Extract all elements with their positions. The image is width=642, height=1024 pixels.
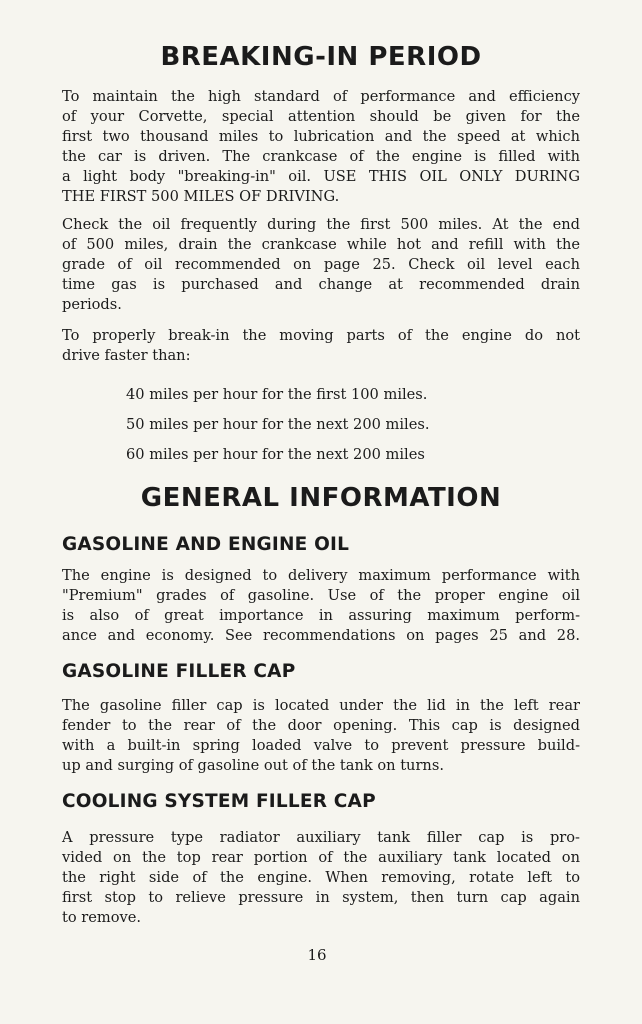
text-line: ance and economy. See recommendations on pages 25 and 28.	[62, 627, 580, 644]
text-line: the car is driven. The crankcase of the engine is filled with	[62, 148, 580, 165]
breaking-in-paragraph-3	[62, 326, 580, 366]
text-line: Check the oil frequently during the first 500 miles. At the end	[62, 216, 580, 233]
breaking-in-paragraph-2	[62, 215, 580, 315]
subheading-gasoline-oil: GASOLINE AND ENGINE OIL	[62, 534, 350, 555]
text-line: The gasoline filler cap is located under the lid in the left rear	[62, 697, 580, 714]
subheading-cooling-cap: COOLING SYSTEM FILLER CAP	[62, 791, 376, 812]
text-line: of 500 miles, drain the crankcase while hot and refill with the	[62, 236, 580, 253]
text-line: THE FIRST 500 MILES OF DRIVING.	[62, 188, 340, 205]
text-line: The engine is designed to delivery maximum performance with	[62, 567, 580, 584]
text-line: is also of great importance in assuring maximum perform-	[62, 607, 580, 624]
filler-cap-paragraph	[62, 696, 580, 776]
text-line: "Premium" grades of gasoline. Use of the proper engine oil	[62, 587, 580, 604]
text-line: To maintain the high standard of performance and efficiency	[62, 88, 580, 105]
text-line: to remove.	[62, 909, 142, 926]
breaking-in-paragraph-1	[62, 87, 580, 207]
text-line: drive faster than:	[62, 347, 191, 364]
subheading-filler-cap: GASOLINE FILLER CAP	[62, 661, 296, 682]
text-line: of your Corvette, special attention should be given for the	[62, 108, 580, 125]
text-line: A pressure type radiator auxiliary tank filler cap is pro-	[62, 829, 580, 846]
text-line: a light body "breaking-in" oil. USE THIS OIL ONLY DURING	[62, 168, 580, 185]
section-title: GENERAL INFORMATION	[140, 483, 502, 513]
cooling-cap-paragraph	[62, 828, 580, 928]
speed-limit-1: 40 miles per hour for the first 100 miles.	[126, 386, 428, 403]
text-line: time gas is purchased and change at recommended drain	[62, 276, 580, 293]
text-line: up and surging of gasoline out of the tank on turns.	[62, 757, 444, 774]
text-line: fender to the rear of the door opening. This cap is designed	[62, 717, 580, 734]
gasoline-oil-paragraph	[62, 566, 580, 646]
text-line: the right side of the engine. When removing, rotate left to	[62, 869, 580, 886]
text-line: with a built-in spring loaded valve to prevent pressure build-	[62, 737, 580, 754]
page-title: BREAKING-IN PERIOD	[160, 42, 482, 72]
speed-limit-2: 50 miles per hour for the next 200 miles.	[126, 416, 430, 433]
text-line: To properly break-in the moving parts of the engine do not	[62, 327, 580, 344]
page-number: 16	[307, 946, 327, 964]
text-line: periods.	[62, 296, 122, 313]
speed-limit-3: 60 miles per hour for the next 200 miles	[126, 446, 425, 463]
text-line: first stop to relieve pressure in system, then turn cap again	[62, 889, 580, 906]
text-line: first two thousand miles to lubrication and the speed at which	[62, 128, 580, 145]
text-line: vided on the top rear portion of the auxiliary tank located on	[62, 849, 580, 866]
text-line: grade of oil recommended on page 25. Check oil level each	[62, 256, 580, 273]
